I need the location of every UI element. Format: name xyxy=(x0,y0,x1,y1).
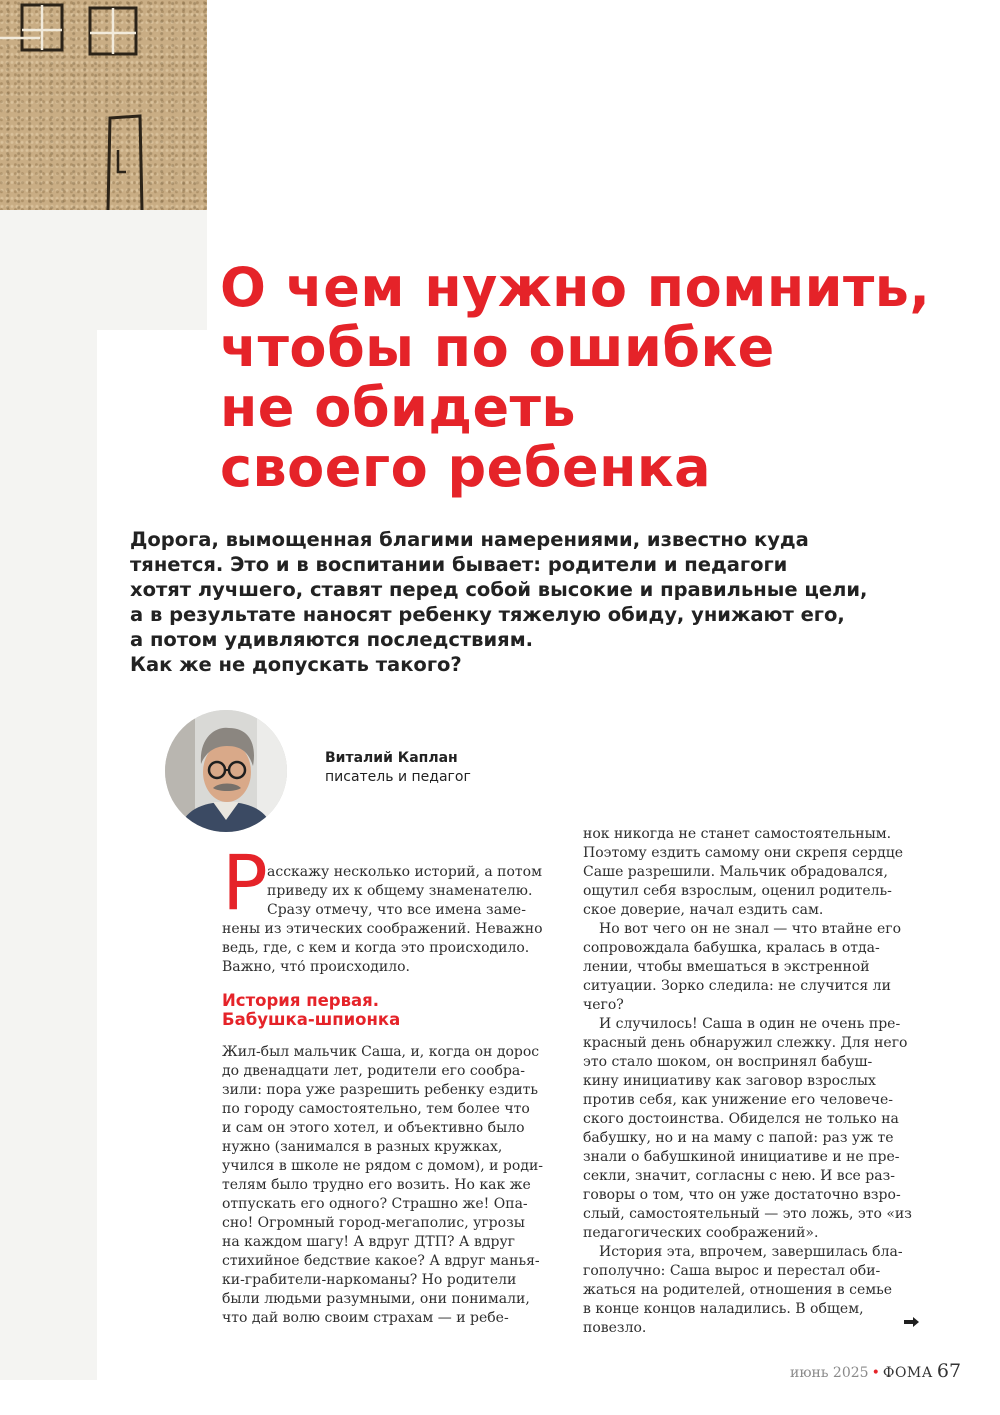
text-line: в конце концов наладились. В общем, xyxy=(583,1301,864,1317)
text-line: секли, значит, согласны с нею. И все раз- xyxy=(583,1168,895,1184)
lead-line: Как же не допускать такого? xyxy=(130,653,462,676)
title-line: своего ребенка xyxy=(220,436,712,499)
text-line: и сам он этого хотел, и объективно было xyxy=(222,1120,525,1136)
text-line: Жил-был мальчик Саша, и, когда он дорос xyxy=(222,1044,540,1060)
text-line: это стало шоком, он воспринял бабуш- xyxy=(583,1054,873,1070)
text-line: гополучно: Саша вырос и перестал оби- xyxy=(583,1263,881,1279)
text-line: педагогических соображений». xyxy=(583,1225,819,1241)
lead-line: а в результате наносят ребенку тяжелую обиду, унижают его, xyxy=(130,603,845,626)
text-line: Важно, что́ происходило. xyxy=(222,959,410,975)
text-line: по городу самостоятельно, тем более что xyxy=(222,1101,530,1117)
text-line: ведь, где, с кем и когда это происходило. xyxy=(222,940,530,956)
house-drawing xyxy=(0,0,207,210)
text-line: чего? xyxy=(583,997,624,1013)
text-line: знали о бабушкиной инициативе и не пре- xyxy=(583,1149,900,1165)
text-line: приведу их к общему знаменателю. xyxy=(267,883,533,899)
title-line: не обидеть xyxy=(220,376,577,439)
issue-date: июнь 2025 xyxy=(790,1365,869,1381)
text-line: ситуации. Зорко следила: не случится ли xyxy=(583,978,891,994)
section-subheading: Бабушка-шпионка xyxy=(222,1010,401,1029)
text-line: отпускать его одного? Страшно же! Опа- xyxy=(222,1196,528,1212)
text-line: Но вот чего он не знал — что втайне его xyxy=(599,921,902,937)
text-column-left xyxy=(222,863,557,1328)
footer-separator: • xyxy=(871,1365,880,1381)
cardboard-illustration xyxy=(0,0,207,210)
text-column-right xyxy=(583,825,923,1338)
text-line: телям было трудно его возить. Но как же xyxy=(222,1177,531,1193)
text-line: ки-грабители-наркоманы? Но родители xyxy=(222,1272,517,1288)
text-line: Сразу отмечу, что все имена заме- xyxy=(267,902,526,918)
lead-line: Дорога, вымощенная благими намерениями, известно куда xyxy=(130,528,809,551)
text-line: слый, самостоятельный — это ложь, это «из xyxy=(583,1206,912,1222)
text-line: против себя, как унижение его человече- xyxy=(583,1092,893,1108)
text-line: зили: пора уже разрешить ребенку ездить xyxy=(222,1082,539,1098)
text-line: сно! Огромный город-мегаполис, угрозы xyxy=(222,1215,525,1231)
author-name: Виталий Каплан xyxy=(325,750,458,766)
text-line: ского достоинства. Обиделся не только на xyxy=(583,1111,899,1127)
text-line: кину инициативу как заговор взрослых xyxy=(583,1073,876,1089)
lead-line: хотят лучшего, ставят перед собой высокие и правильные цели, xyxy=(130,578,868,601)
text-line: на каждом шагу! А вдруг ДТП? А вдруг xyxy=(222,1234,516,1250)
text-line: были людьми разумными, они понимали, xyxy=(222,1291,530,1307)
text-line: И случилось! Саша в один не очень пре- xyxy=(599,1016,901,1032)
text-line: говоры о том, что он уже достаточно взро- xyxy=(583,1187,901,1203)
section-subheading: История первая. xyxy=(222,991,380,1010)
text-line: Саше разрешили. Мальчик обрадовался, xyxy=(583,864,888,880)
author-avatar xyxy=(165,710,287,832)
drop-cap: Р xyxy=(222,838,268,927)
text-line: асскажу несколько историй, а потом xyxy=(267,864,542,880)
text-line: ское доверие, начал ездить сам. xyxy=(583,902,824,918)
text-line: красный день обнаружил слежку. Для него xyxy=(583,1035,908,1051)
text-line: жаться на родителей, отношения в семье xyxy=(583,1282,893,1298)
text-line: История эта, впрочем, завершилась бла- xyxy=(599,1244,903,1260)
page-number: 67 xyxy=(936,1360,962,1382)
magazine-name: ФОМА xyxy=(882,1365,933,1381)
text-line: сопровождала бабушка, кралась в отда- xyxy=(583,940,880,956)
text-line: стихийное бедствие какое? А вдруг манья- xyxy=(222,1253,540,1269)
text-line: нены из этических соображений. Неважно xyxy=(222,921,543,937)
text-line: что дай волю своим страхам — и ребе- xyxy=(222,1310,509,1326)
text-line: учился в школе не рядом с домом), и роди- xyxy=(222,1158,544,1174)
text-line: бабушку, но и на маму с папой: раз уж те xyxy=(583,1130,894,1146)
background-strip xyxy=(0,210,97,1380)
lead-paragraph xyxy=(130,527,910,677)
author-portrait xyxy=(165,710,287,832)
end-of-article-icon xyxy=(903,1317,919,1327)
text-line: нок никогда не станет самостоятельным. xyxy=(583,826,892,842)
text-line: повезло. xyxy=(583,1320,647,1336)
text-line: нужно (занимался в разных кружках, xyxy=(222,1139,503,1155)
page-footer xyxy=(790,1360,961,1382)
article-title xyxy=(220,258,980,498)
title-line: чтобы по ошибке xyxy=(220,316,775,379)
text-line: до двенадцати лет, родители его сообра- xyxy=(222,1063,525,1079)
lead-line: а потом удивляются последствиям. xyxy=(130,628,534,651)
text-line: Поэтому ездить самому они скрепя сердце xyxy=(583,845,903,861)
title-line: О чем нужно помнить, xyxy=(220,256,931,319)
author-role: писатель и педагог xyxy=(325,769,471,785)
lead-line: тянется. Это и в воспитании бывает: родители и педагоги xyxy=(130,553,788,576)
text-line: лении, чтобы вмешаться в экстренной xyxy=(583,959,870,975)
text-line: ощутил себя взрослым, оценил родитель- xyxy=(583,883,892,899)
